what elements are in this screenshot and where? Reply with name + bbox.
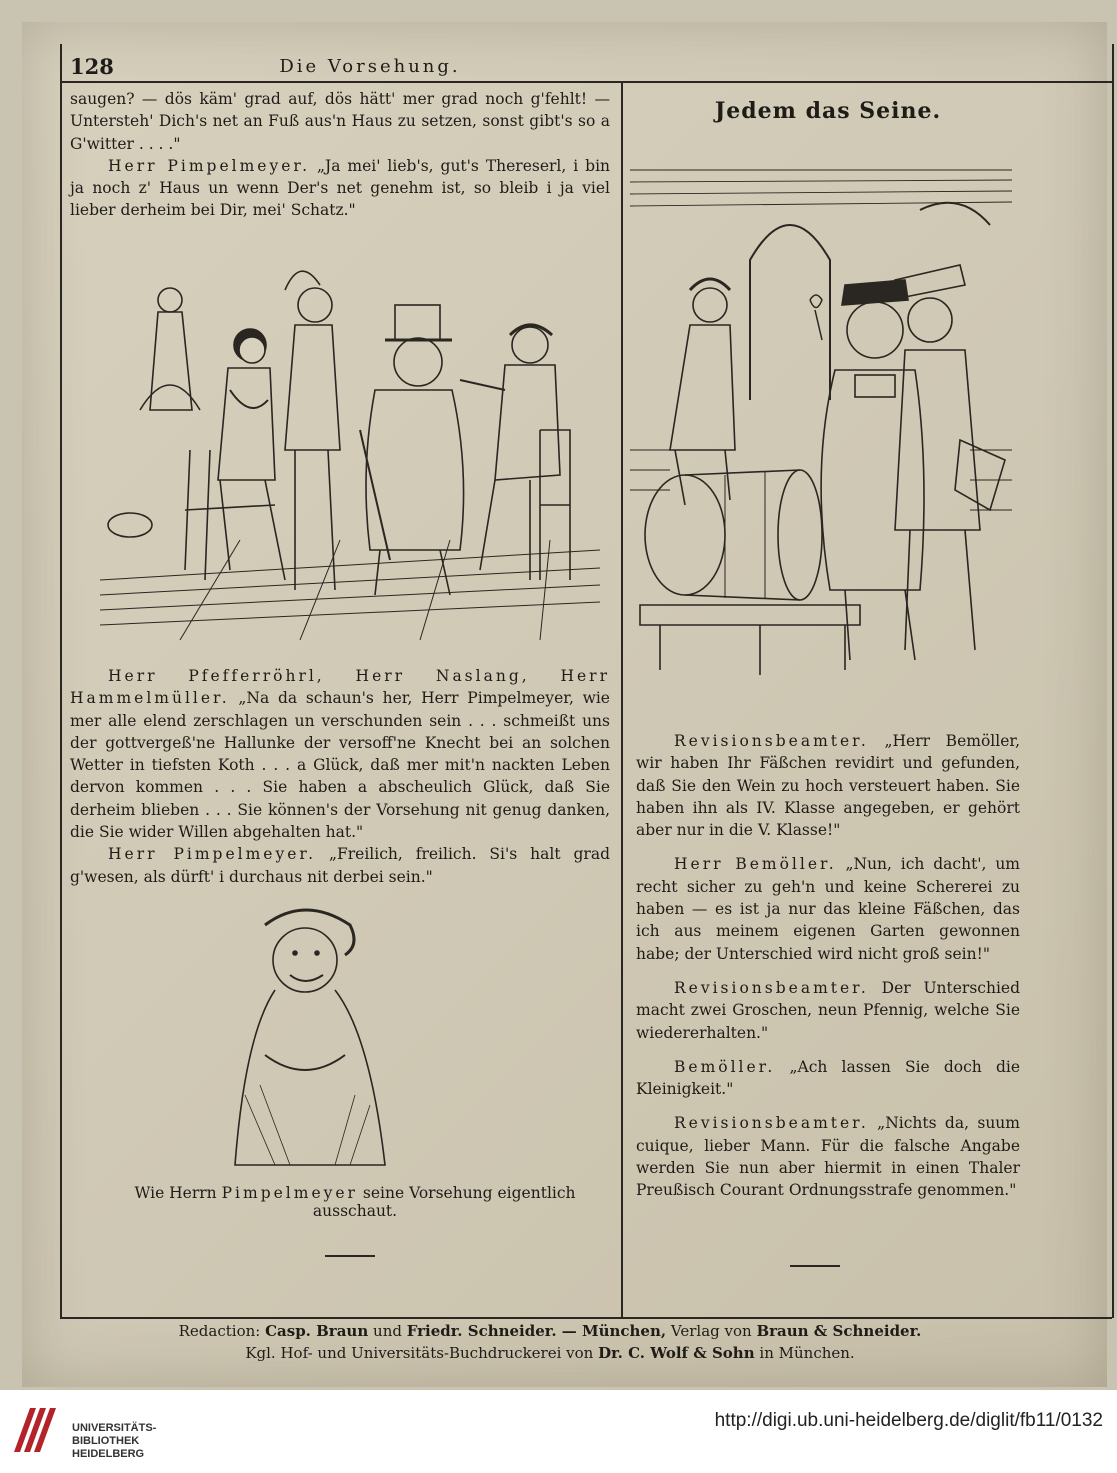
library-name bbox=[72, 1422, 156, 1461]
column-rule bbox=[621, 83, 623, 1318]
university-library-logo[interactable] bbox=[10, 1404, 170, 1460]
dialogue-text: „Na da schaun's her, Herr Pimpelmeyer, wie mer alle elend zerschlagen un verschunden sein . . . schmeißt uns der gottvergeß'ne Hallunke der versoff'ne Knecht bei an solchen Wetter in tiefsten Koth . . . a Glück, daß mer mit'n nackten Leben dervon kommen . . . Sie haben a abscheulich Glück, daß Sie derheim blieben . . . Sie können's der Vorsehung nit genug danken, die Sie wider Willen abgehalten hat." bbox=[70, 689, 610, 842]
paragraph bbox=[70, 843, 610, 888]
imprint-text: Redaction: bbox=[178, 1322, 261, 1340]
page-number: 128 bbox=[70, 54, 114, 79]
library-footer bbox=[0, 1390, 1117, 1473]
speaker-name: Herr Pimpelmeyer. bbox=[108, 845, 317, 864]
permalink-url[interactable]: http://digi.ub.uni-heidelberg.de/diglit/fb11/0132 bbox=[714, 1410, 1103, 1431]
left-caption bbox=[100, 1184, 610, 1220]
paragraph bbox=[636, 1056, 1020, 1101]
engraving-group bbox=[100, 250, 600, 640]
paragraph bbox=[70, 155, 610, 222]
dialogue-text: „Herr Bemöller, wir haben Ihr Fäßchen revidirt und gefunden, daß Sie den Wein zu hoch versteuert haben. Sie haben ihn als IV. Klasse angegeben, er gehört aber nur in die V. Klasse!" bbox=[636, 732, 1020, 840]
logo-line: BIBLIOTHEK bbox=[72, 1435, 140, 1447]
logo-line: HEIDELBERG bbox=[72, 1448, 145, 1460]
left-end-rule bbox=[325, 1255, 375, 1257]
dialogue-text: „Nun, ich dacht', um recht sicher zu geh'n und keine Schererei zu haben — es ist ja nur das kleine Fäßchen, das ich aus meinem eigenen Garten gewonnen habe; der Unterschied wird nicht groß sein!" bbox=[636, 855, 1020, 963]
speaker-name: Herr Pfefferröhrl, Herr Naslang, Herr Hammelmüller. bbox=[70, 667, 610, 708]
imprint-text: Dr. C. Wolf & Sohn bbox=[598, 1344, 755, 1362]
paragraph bbox=[636, 977, 1020, 1044]
imprint-text: in München. bbox=[759, 1344, 855, 1362]
imprint-text: Friedr. Schneider. — München, bbox=[406, 1322, 667, 1340]
imprint-line-2 bbox=[100, 1344, 1000, 1362]
caption-text: seine Vorsehung eigentlich ausschaut. bbox=[312, 1184, 576, 1220]
paragraph bbox=[636, 730, 1020, 841]
imprint-text: Verlag von bbox=[670, 1322, 752, 1340]
imprint-text: Braun & Schneider. bbox=[756, 1322, 922, 1340]
dialogue-text: „Ja mei' lieb's, gut's Thereserl, i bin ja noch z' Haus un wenn Der's net genehm ist, so bleib i ja viel lieber derheim bei Dir, mei' Schatz." bbox=[70, 156, 611, 220]
dialogue-text: „Freilich, freilich. Si's halt grad g'wesen, als dürft' i durchaus nit derbei sein." bbox=[70, 845, 610, 886]
library-emblem-icon bbox=[10, 1404, 58, 1456]
header-rule bbox=[60, 81, 1112, 83]
illustration-old-woman bbox=[205, 895, 405, 1175]
dialogue-text: „Nichts da, suum cuique, lieber Mann. Für die falsche Angabe werden Sie nun aber hiermit in einen Thaler Preußisch Courant Ordnungsstrafe genommen." bbox=[636, 1114, 1020, 1200]
caption-text: Wie Herrn bbox=[134, 1184, 217, 1202]
engraving-old-woman bbox=[205, 895, 405, 1175]
caption-name: Pimpelmeyer bbox=[221, 1184, 358, 1202]
left-column-top-text bbox=[70, 88, 610, 222]
speaker-name: Herr Pimpelmeyer. bbox=[108, 156, 311, 175]
imprint-text: und bbox=[373, 1322, 402, 1340]
running-head: Die Vorsehung. bbox=[279, 56, 461, 77]
article-heading: Jedem das Seine. bbox=[714, 98, 942, 124]
speaker-name: Revisionsbeamter. bbox=[674, 1114, 869, 1133]
left-column-mid-text bbox=[70, 665, 610, 888]
speaker-name: Bemöller. bbox=[674, 1057, 776, 1076]
speaker-name: Revisionsbeamter. bbox=[674, 732, 869, 750]
engraving-cellar bbox=[630, 150, 1012, 690]
dialogue-text: Der Unterschied macht zwei Groschen, neun Pfennig, welche Sie wiedererhalten." bbox=[636, 978, 1020, 1042]
illustration-group-scene bbox=[100, 250, 600, 640]
paragraph: saugen? — dös käm' grad auf, dös hätt' mer grad noch g'fehlt! — Untersteh' Dich's net an Fuß aus'n Haus zu setzen, sonst gibt's so a G'witter . . . ." bbox=[70, 90, 610, 153]
logo-line: UNIVERSITÄTS- bbox=[72, 1422, 157, 1434]
illustration-cellar-scene bbox=[630, 150, 1012, 690]
imprint-text: Casp. Braun bbox=[265, 1322, 369, 1340]
right-column-text bbox=[636, 730, 1020, 1214]
paragraph bbox=[70, 665, 610, 843]
footer-rule bbox=[60, 1317, 1112, 1319]
paragraph bbox=[636, 1112, 1020, 1201]
imprint-text: Kgl. Hof- und Universitäts-Buchdruckerei von bbox=[245, 1344, 594, 1362]
speaker-name: Herr Bemöller. bbox=[674, 855, 837, 874]
speaker-name: Revisionsbeamter. bbox=[674, 978, 869, 997]
paragraph bbox=[636, 853, 1020, 964]
imprint-line-1 bbox=[100, 1322, 1000, 1340]
dialogue-text: „Ach lassen Sie doch die Kleinigkeit." bbox=[636, 1057, 1021, 1099]
right-end-rule bbox=[790, 1265, 840, 1267]
